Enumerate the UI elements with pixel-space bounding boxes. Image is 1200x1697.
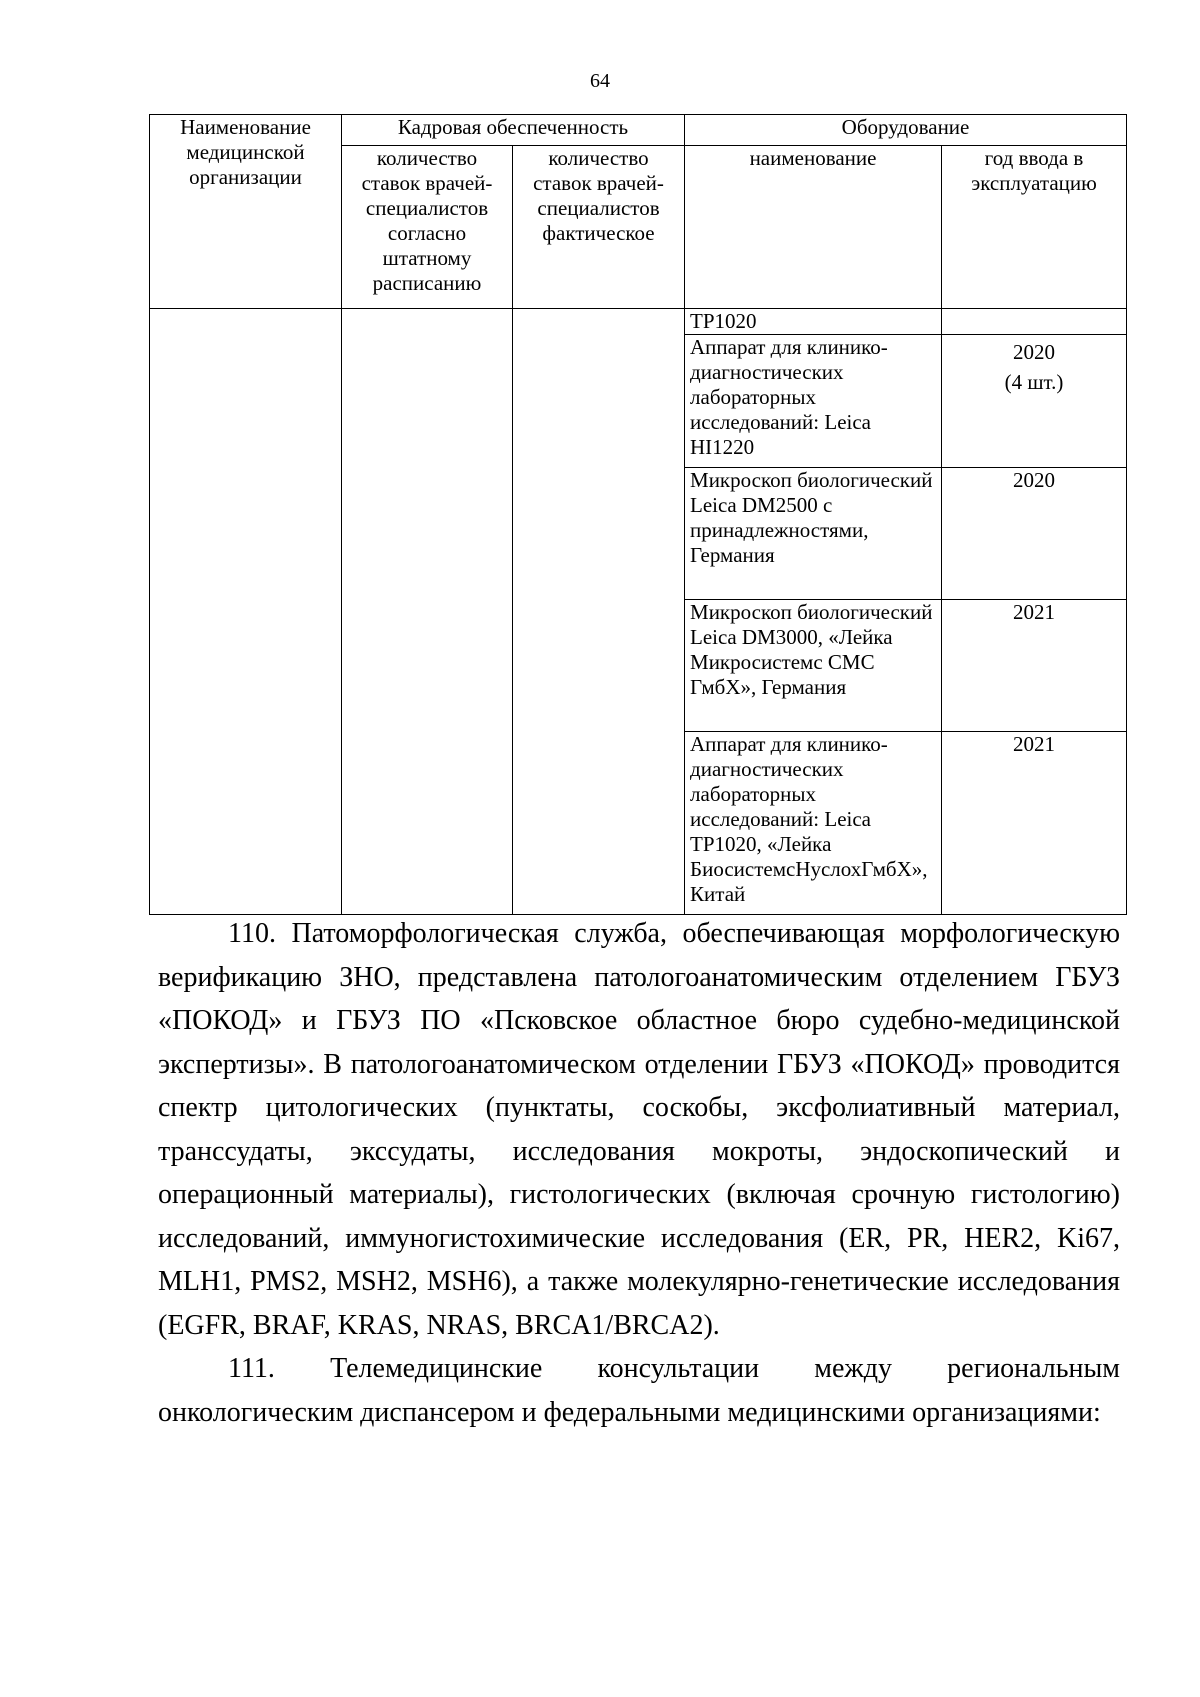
staff-planned-cell [342, 309, 513, 915]
body-text [158, 912, 1120, 1434]
org-name-cell [150, 309, 342, 915]
equip-year-cell [942, 309, 1127, 335]
table-row [150, 309, 1127, 335]
paragraph-111: 111. Телемедицинские консультации между региональным онкологическим диспансером и федеральными медицинскими организациями: [158, 1353, 1120, 1428]
equip-year-cell: 2021 [942, 732, 1127, 915]
equip-year-cell [942, 335, 1127, 468]
equip-name-cell: Микроскоп биологический Leica DM3000, «Лейка Микросистемс СМС ГмбХ», Германия [685, 600, 942, 732]
equip-year-cell: 2021 [942, 600, 1127, 732]
paragraph-110: 110. Патоморфологическая служба, обеспечивающая морфологическую верификацию ЗНО, представлена патологоанатомическим отделением ГБУЗ «ПОКОД» и ГБУЗ ПО «Псковское областное бюро судебно-медицинской экспертизы». В патологоанатомическом отделении ГБУЗ «ПОКОД» проводится спектр цитологических (пунктаты, соскобы, эксфолиативный материал, транссудаты, экссудаты, исследования мокроты, эндоскопический и операционный материалы), гистологических (включая срочную гистологию) исследований, иммуногистохимические исследования (ER, PR, HER2, Ki67, MLH1, PMS2, MSH2, MSH6), а также молекулярно-генетические исследования (EGFR, BRAF, KRAS, NRAS, BRCA1/BRCA2). [158, 918, 1120, 1341]
staff-actual-cell [513, 309, 685, 915]
header-equipment: Оборудование [685, 115, 1127, 146]
header-org-name: Наименование медицинской организации [150, 115, 342, 309]
header-equip-name: наименование [685, 146, 942, 309]
equip-name-cell: Микроскоп биологический Leica DM2500 с принадлежностями, Германия [685, 468, 942, 600]
equip-name-cell: Аппарат для клинико-диагностических лабораторных исследований: Leica TP1020, «Лейка БиосистемсНуслохГмбХ», Китай [685, 732, 942, 915]
equip-year-note: (4 шт.) [1004, 370, 1064, 394]
equipment-table [149, 114, 1127, 915]
equip-year-cell: 2020 [942, 468, 1127, 600]
header-equip-year: год ввода в эксплуатацию [942, 146, 1127, 309]
header-staffing: Кадровая обеспеченность [342, 115, 685, 146]
equip-name-cell: Аппарат для клинико-диагностических лабораторных исследований: Leica HI1220 [685, 335, 942, 468]
header-staff-planned: количество ставок врачей-специалистов согласно штатному расписанию [342, 146, 513, 309]
table-header-row [150, 115, 1127, 146]
page-number: 64 [590, 70, 610, 92]
header-staff-actual: количество ставок врачей-специалистов фактическое [513, 146, 685, 309]
equip-year-value: 2020 [1013, 340, 1056, 364]
equip-name-cell: TP1020 [685, 309, 942, 335]
